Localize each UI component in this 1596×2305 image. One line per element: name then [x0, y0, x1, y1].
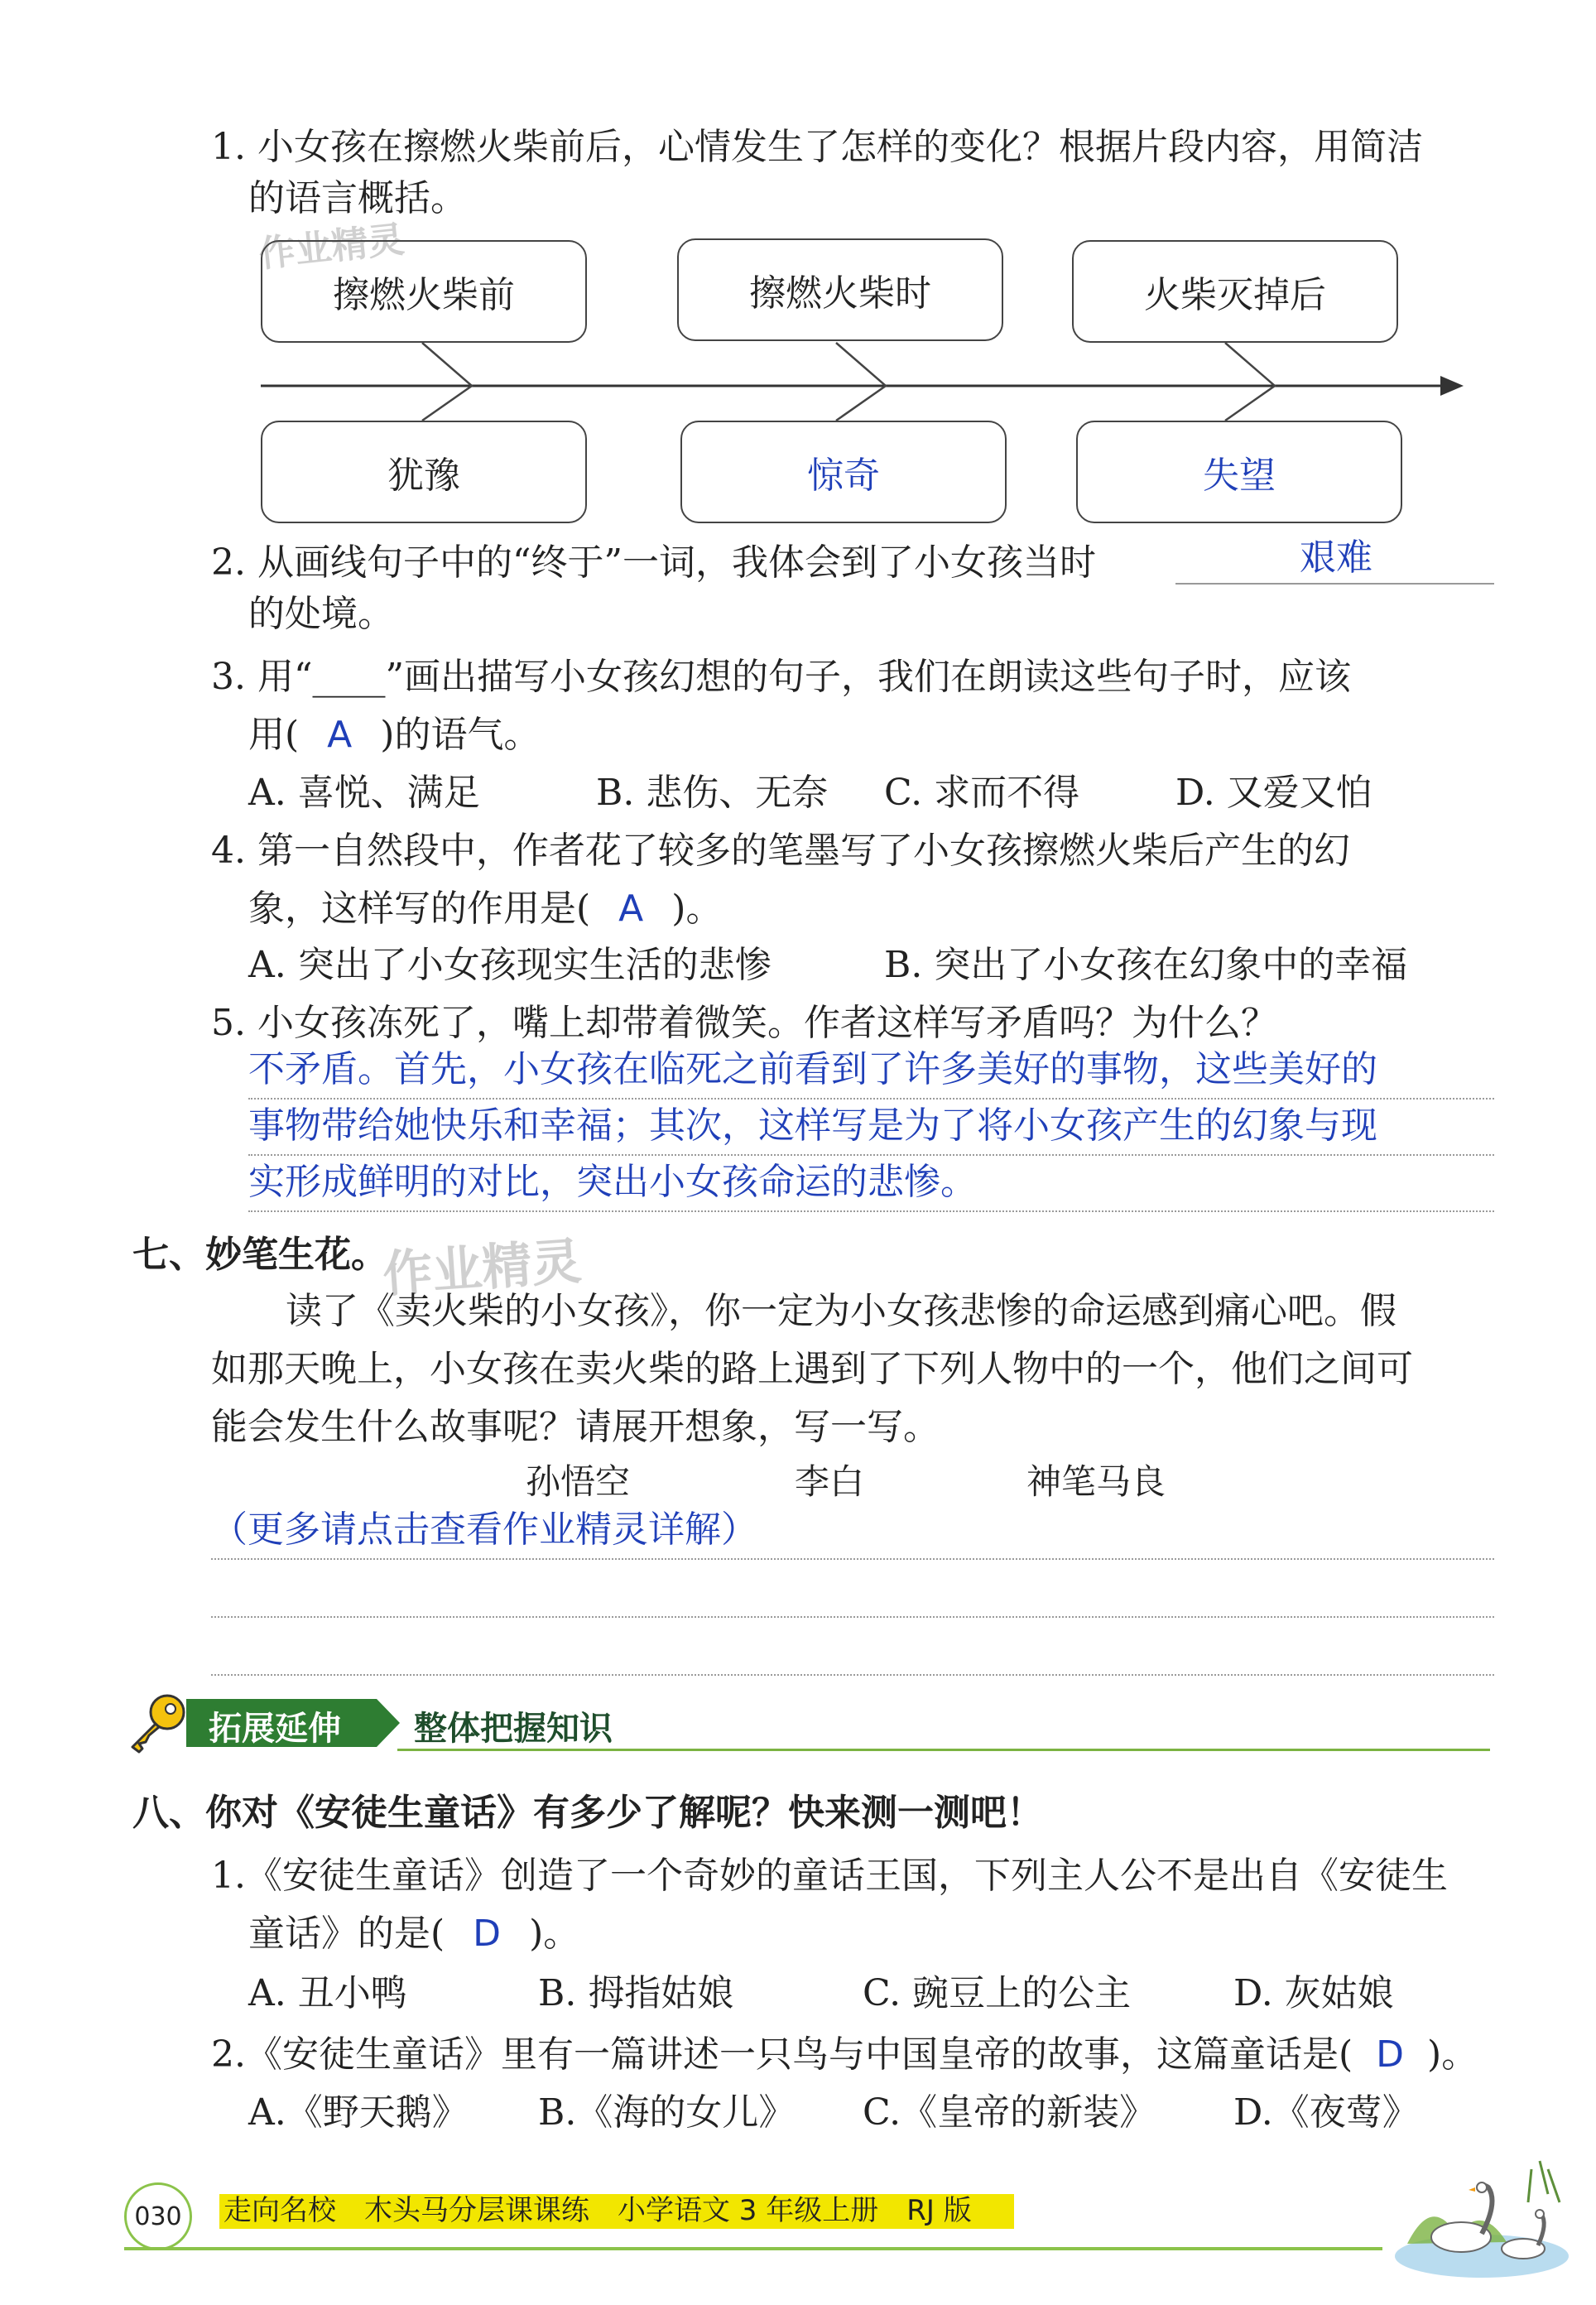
s8-q2-answer: D	[1376, 2033, 1405, 2076]
q1-prompt-line2: 的语言概括。	[248, 177, 467, 219]
s8-q1-line1: 1.《安徒生童话》创造了一个奇妙的童话王国，下列主人公不是出自《安徒生	[211, 1855, 1448, 1897]
s8-q1-option-d: D. 灰姑娘	[1233, 1972, 1394, 2014]
q2-answer: 艰难	[1300, 537, 1372, 579]
banner-tag: 拓展延伸	[209, 1710, 341, 1748]
stage-box-during: 擦燃火柴时	[677, 238, 1003, 341]
section7-answer-link[interactable]: （更多请点击查看作业精灵详解）	[211, 1509, 757, 1551]
s8-q1-option-b: B. 拇指姑娘	[538, 1972, 734, 2014]
section7-para-line1: 读了《卖火柴的小女孩》，你一定为小女孩悲惨的命运感到痛心吧。假	[286, 1290, 1396, 1332]
character-2: 李白	[795, 1461, 865, 1502]
q3-line2: 用( A )的语气。	[248, 714, 541, 756]
s8-q2-option-d: D.《夜莺》	[1233, 2091, 1419, 2134]
q3-option-d: D. 又爱又怕	[1175, 772, 1372, 814]
q3-line1: 3. 用“____”画出描写小女孩幻想的句子，我们在朗读这些句子时，应该	[211, 656, 1351, 698]
s8-q2-option-c: C.《皇帝的新装》	[863, 2091, 1156, 2134]
q5-rule-2	[248, 1154, 1494, 1156]
character-1: 孙悟空	[526, 1461, 631, 1502]
q3-option-c: C. 求而不得	[884, 772, 1080, 814]
mood-box-after: 失望	[1076, 421, 1402, 523]
q5-line1: 5. 小女孩冻死了，嘴上却带着微笑。作者这样写矛盾吗？为什么？	[211, 1002, 1277, 1044]
q5-rule-1	[248, 1098, 1494, 1100]
section7-rule-2	[211, 1616, 1494, 1618]
q3-answer: A	[327, 714, 353, 756]
character-3: 神笔马良	[1026, 1461, 1166, 1502]
q4-option-b: B. 突出了小女孩在幻象中的幸福	[884, 944, 1408, 986]
footer-rule	[124, 2247, 1382, 2250]
q4-line1: 4. 第一自然段中，作者花了较多的笔墨写了小女孩擦燃火柴后产生的幻	[211, 830, 1350, 872]
mood-box-before: 犹豫	[261, 421, 587, 523]
q5-answer-line2: 事物带给她快乐和幸福；其次，这样写是为了将小女孩产生的幻象与现	[248, 1104, 1377, 1147]
section7-rule-1	[211, 1558, 1494, 1560]
s8-q2-line1: 2.《安徒生童话》里有一篇讲述一只鸟与中国皇帝的故事，这篇童话是( D )。	[211, 2033, 1478, 2076]
section7-para-line2: 如那天晚上，小女孩在卖火柴的路上遇到了下列人物中的一个，他们之间可	[211, 1348, 1413, 1390]
s8-q1-option-a: A. 丑小鸭	[248, 1972, 407, 2014]
q3-option-a: A. 喜悦、满足	[248, 772, 480, 814]
q1-prompt-line1: 1. 小女孩在擦燃火柴前后，心情发生了怎样的变化？根据片段内容，用简洁	[211, 126, 1423, 168]
mood-box-during: 惊奇	[680, 421, 1007, 523]
q2-answer-blank	[1175, 583, 1494, 585]
q5-answer-line3: 实形成鲜明的对比，突出小女孩命运的悲惨。	[248, 1161, 977, 1203]
banner-subtitle: 整体把握知识	[414, 1710, 613, 1748]
q2-line1: 2. 从画线句子中的“终于”一词，我体会到了小女孩当时	[211, 541, 1096, 584]
q4-answer: A	[618, 888, 644, 930]
s8-q1-answer: D	[473, 1913, 502, 1955]
section8-title: 八、你对《安徒生童话》有多少了解呢？快来测一测吧！	[132, 1792, 1043, 1834]
q5-rule-3	[248, 1210, 1494, 1212]
section7-rule-3	[211, 1674, 1494, 1676]
swan-illustration	[1382, 2144, 1573, 2285]
key-icon	[124, 1689, 190, 1755]
s8-q2-option-a: A.《野天鹅》	[248, 2091, 469, 2134]
q4-line2: 象，这样写的作用是( A )。	[248, 888, 723, 930]
section7-title: 七、妙笔生花。	[132, 1234, 387, 1276]
s8-q2-option-b: B.《海的女儿》	[538, 2091, 796, 2134]
page-number-badge	[124, 2182, 192, 2250]
page-number: 030	[134, 2202, 182, 2231]
section7-para-line3: 能会发生什么故事呢？请展开想象，写一写。	[211, 1406, 940, 1448]
stage-box-after: 火柴灭掉后	[1072, 240, 1398, 343]
watermark: 作业精灵	[257, 218, 406, 277]
footer-text: 走向名校 木头马分层课课练 小学语文 3 年级上册 RJ 版	[224, 2194, 972, 2227]
s8-q1-line2: 童话》的是( D )。	[248, 1913, 580, 1955]
q5-answer-line1: 不矛盾。首先，小女孩在临死之前看到了许多美好的事物，这些美好的	[248, 1048, 1377, 1090]
q4-option-a: A. 突出了小女孩现实生活的悲惨	[248, 944, 772, 986]
banner-underline	[397, 1749, 1490, 1751]
s8-q1-option-c: C. 豌豆上的公主	[863, 1972, 1132, 2014]
stage-box-before: 擦燃火柴前	[261, 240, 587, 343]
q3-option-b: B. 悲伤、无奈	[596, 772, 829, 814]
watermark-2: 作业精灵	[381, 1232, 584, 1305]
q2-line2: 的处境。	[248, 593, 394, 635]
